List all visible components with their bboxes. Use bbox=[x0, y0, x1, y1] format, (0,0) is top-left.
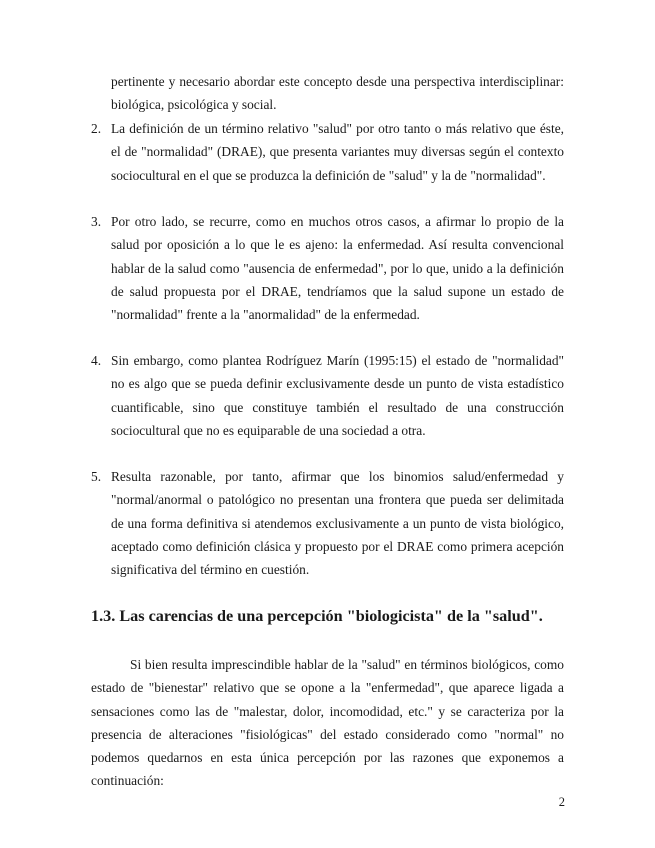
body-paragraph: Si bien resulta imprescindible hablar de la "salud" en términos biológicos, como estado de "bienestar" relativo que se opone a la "enfermedad", que aparece ligada a sensaciones como las de "malestar, dolor, incomodidad, etc." y se caracteriza por la presencia de alteraciones "fisiológicas" del estado considerado como "normal" no podemos quedarnos en esta única percepción por las razones que exponemos a continuación: bbox=[91, 657, 564, 789]
list-item bbox=[91, 117, 564, 187]
list-item-number: 4. bbox=[91, 353, 102, 368]
list-item-number: 2. bbox=[91, 121, 102, 136]
list-item-text: Resulta razonable, por tanto, afirmar que los binomios salud/enfermedad y "normal/anormal o patológico no presentan una frontera que pueda ser delimitada de una forma definitiva si atendemos exclusivamente a un punto de vista biológico, aceptado como definición clásica y propuesto por el DRAE como primera acepción significativa del término en cuestión. bbox=[111, 469, 564, 578]
list-item bbox=[91, 210, 564, 326]
list-item bbox=[91, 465, 564, 581]
list-item-number: 3. bbox=[91, 214, 102, 229]
list-item bbox=[91, 349, 564, 442]
continued-item-text: pertinente y necesario abordar este concepto desde una perspectiva interdisciplinar: biológica, psicológica y social. bbox=[111, 74, 564, 113]
page-number: 2 bbox=[558, 795, 565, 809]
list-item-text: Sin embargo, como plantea Rodríguez Marín (1995:15) el estado de "normalidad" no es algo que se pueda definir exclusivamente desde un punto de vista estadístico cuantificable, sino que constituye también el resultado de una construcción sociocultural que no es equiparable de una sociedad a otra. bbox=[111, 353, 564, 438]
list-item-number: 5. bbox=[91, 469, 102, 484]
list-item-text: La definición de un término relativo "salud" por otro tanto o más relativo que éste, el de "normalidad" (DRAE), que presenta variantes muy diversas según el contexto sociocultural en el que se produzca la definición de "salud" y la de "normalidad". bbox=[111, 121, 564, 183]
section-heading: 1.3. Las carencias de una percepción "biologicista" de la "salud". bbox=[91, 607, 543, 625]
list-item-text: Por otro lado, se recurre, como en muchos otros casos, a afirmar lo propio de la salud por oposición a lo que le es ajeno: la enfermedad. Así resulta convencional hablar de la salud como "ausencia de enfermedad", por lo que, unido a la definición de salud propuesta por el DRAE, tendríamos que la salud supone un estado de "normalidad" frente a la "anormalidad" de la enfermedad. bbox=[111, 214, 564, 323]
